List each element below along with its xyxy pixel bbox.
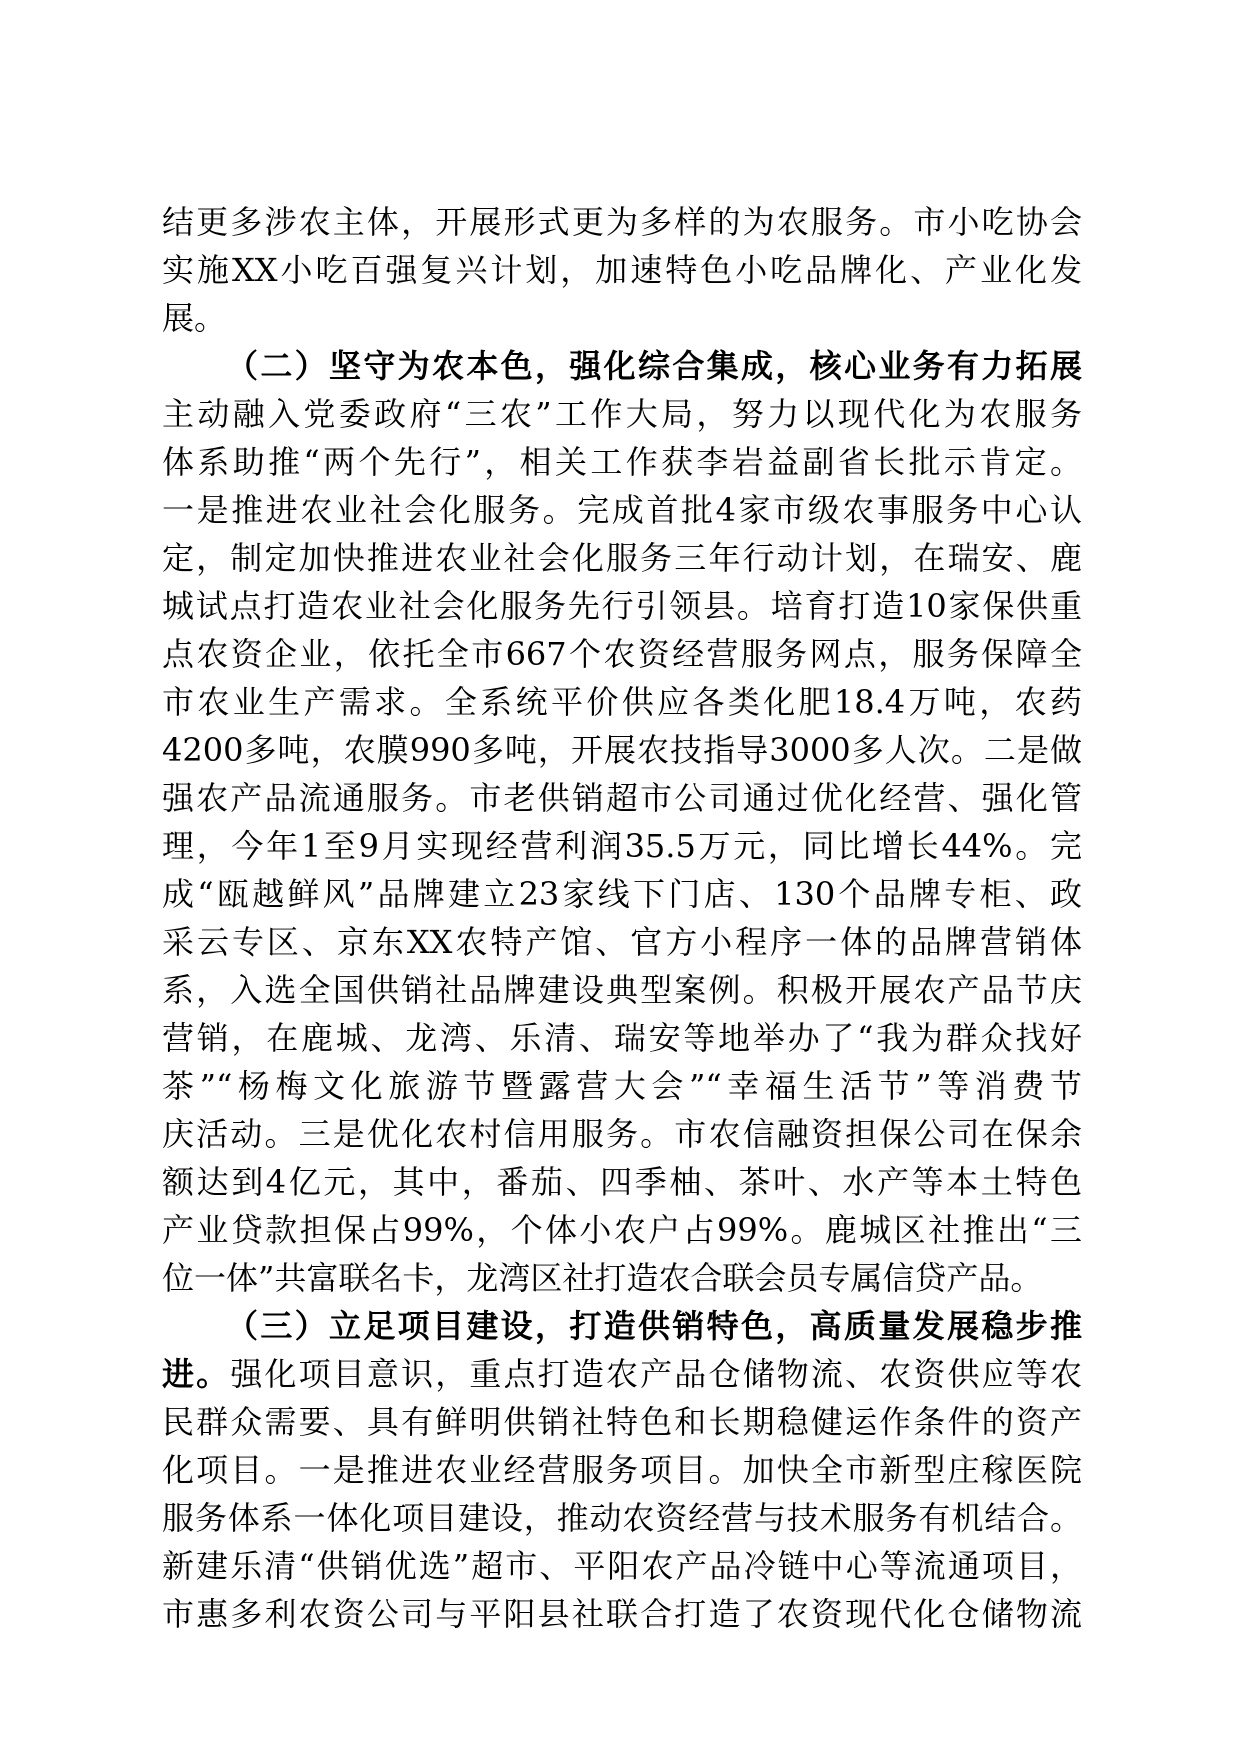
text-line: 理，今年1至9月实现经营利润35.5万元，同比增长44%。完 xyxy=(162,827,1082,865)
text-line-continuation: 强化项目意识，重点打造农产品仓储物流、农资供应等农 xyxy=(230,1355,1082,1393)
text-line: 体系助推“两个先行”，相关工作获李岩益副省长批示肯定。 xyxy=(162,443,1082,481)
section-heading: （三）立足项目建设，打造供销特色，高质量发展稳步推 xyxy=(226,1307,1082,1345)
text-line: 茶”“杨梅文化旅游节暨露营大会”“幸福生活节”等消费节 xyxy=(162,1067,1082,1105)
text-line xyxy=(162,1350,1082,1398)
text-line: 产业贷款担保占99%，个体小农户占99%。鹿城区社推出“三 xyxy=(162,1211,1082,1249)
text-line: 采云专区、京东XX农特产馆、官方小程序一体的品牌营销体 xyxy=(162,923,1082,961)
text-line: 市农业生产需求。全系统平价供应各类化肥18.4万吨，农药 xyxy=(162,683,1082,721)
text-line: 成“瓯越鲜风”品牌建立23家线下门店、130个品牌专柜、政 xyxy=(162,875,1082,913)
text-line: 点农资企业，依托全市667个农资经营服务网点，服务保障全 xyxy=(162,635,1082,673)
section-heading: （二）坚守为农本色，强化综合集成，核心业务有力拓展 xyxy=(226,347,1082,385)
paragraph-3 xyxy=(162,1302,1082,1638)
text-line: 主动融入党委政府“三农”工作大局，努力以现代化为农服务 xyxy=(162,395,1082,433)
text-line: 一是推进农业社会化服务。完成首批4家市级农事服务中心认 xyxy=(162,491,1082,529)
text-line: 化项目。一是推进农业经营服务项目。加快全市新型庄稼医院 xyxy=(162,1451,1082,1489)
text-line: 强农产品流通服务。市老供销超市公司通过优化经营、强化管 xyxy=(162,779,1082,817)
text-line: 位一体”共富联名卡，龙湾区社打造农合联会员专属信贷产品。 xyxy=(162,1259,1043,1297)
text-line: 新建乐清“供销优选”超市、平阳农产品冷链中心等流通项目， xyxy=(162,1547,1082,1585)
text-line: 展。 xyxy=(162,299,227,337)
text-line: 额达到4亿元，其中，番茄、四季柚、茶叶、水产等本土特色 xyxy=(162,1163,1082,1201)
paragraph-1 xyxy=(162,198,1082,342)
text-line: 城试点打造农业社会化服务先行引领县。培育打造10家保供重 xyxy=(162,587,1082,625)
text-line: 民群众需要、具有鲜明供销社特色和长期稳健运作条件的资产 xyxy=(162,1403,1082,1441)
document-body xyxy=(162,198,1082,1638)
text-line: 市惠多利农资公司与平阳县社联合打造了农资现代化仓储物流 xyxy=(162,1595,1082,1633)
text-line: 营销，在鹿城、龙湾、乐清、瑞安等地举办了“我为群众找好 xyxy=(162,1019,1082,1057)
text-line: 系，入选全国供销社品牌建设典型案例。积极开展农产品节庆 xyxy=(162,971,1082,1009)
text-line: 定，制定加快推进农业社会化服务三年行动计划，在瑞安、鹿 xyxy=(162,539,1082,577)
text-line: 结更多涉农主体，开展形式更为多样的为农服务。市小吃协会 xyxy=(162,203,1082,241)
text-line: 4200多吨，农膜990多吨，开展农技指导3000多人次。二是做 xyxy=(162,731,1082,769)
text-line: 实施XX小吃百强复兴计划，加速特色小吃品牌化、产业化发 xyxy=(162,251,1082,289)
section-heading-continuation: 进。 xyxy=(162,1355,231,1393)
paragraph-2 xyxy=(162,342,1082,1302)
text-line: 服务体系一体化项目建设，推动农资经营与技术服务有机结合。 xyxy=(162,1499,1082,1537)
text-line: 庆活动。三是优化农村信用服务。市农信融资担保公司在保余 xyxy=(162,1115,1082,1153)
